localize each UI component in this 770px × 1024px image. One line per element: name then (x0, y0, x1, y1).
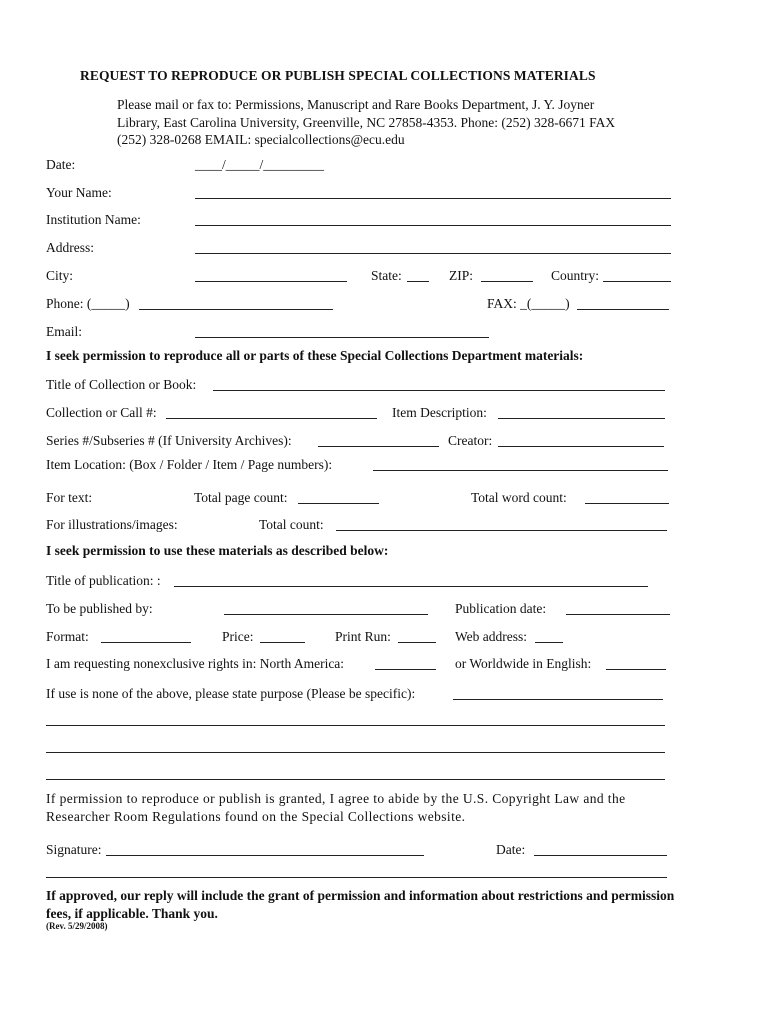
state-label: State: (371, 268, 402, 283)
country-label: Country: (551, 268, 600, 283)
fax-field[interactable] (577, 309, 669, 310)
for-text-label: For text: (46, 490, 93, 505)
published-by-label: To be published by: (46, 601, 153, 616)
section1-heading: I seek permission to reproduce all or parts of these Special Collections Department materials: (46, 348, 584, 363)
signature-date-field[interactable] (534, 855, 667, 856)
mailing-instructions: Please mail or fax to: Permissions, Manuscript and Rare Books Department, J. Y. Joyner Library, East Carolina University, Greenville, NC 27858-4353. Phone: (252) 328-6671 FAX (252) 328-0268 EMAIL: specialcollections@ecu.edu (117, 97, 616, 147)
price-label: Price: (222, 629, 254, 644)
web-address-label: Web address: (455, 629, 528, 644)
collection-title-field[interactable] (213, 390, 665, 391)
creator-field[interactable] (498, 446, 664, 447)
copyright-agreement: If permission to reproduce or publish is granted, I agree to abide by the U.S. Copyright Law and the Researcher Room Regulations found on the Special Collections website. (46, 791, 626, 824)
call-number-label: Collection or Call #: (46, 405, 157, 420)
published-by-field[interactable] (224, 614, 428, 615)
collection-title-label: Title of Collection or Book: (46, 377, 197, 392)
total-count-label: Total count: (259, 517, 324, 532)
north-america-field[interactable] (375, 669, 436, 670)
signature-field[interactable] (106, 855, 424, 856)
other-purpose-line[interactable] (46, 779, 665, 780)
address-field[interactable] (195, 253, 671, 254)
name-label: Your Name: (46, 185, 112, 200)
other-purpose-label: If use is none of the above, please state purpose (Please be specific): (46, 686, 416, 701)
print-run-label: Print Run: (335, 629, 391, 644)
phone-label: Phone: (_____) (46, 296, 130, 311)
email-label: Email: (46, 324, 82, 339)
signature-date-label: Date: (496, 842, 526, 857)
section2-heading: I seek permission to use these materials as described below: (46, 543, 389, 558)
approval-note: If approved, our reply will include the grant of permission and information about restrictions and permission fees, if applicable. Thank you. (46, 888, 675, 921)
date-label: Date: (46, 157, 76, 172)
publication-date-label: Publication date: (455, 601, 547, 616)
page-count-label: Total page count: (194, 490, 288, 505)
phone-field[interactable] (139, 309, 333, 310)
revision-date: (Rev. 5/29/2008) (46, 921, 108, 931)
creator-label: Creator: (448, 433, 493, 448)
item-location-field[interactable] (373, 470, 668, 471)
divider (46, 877, 667, 878)
call-number-field[interactable] (166, 418, 377, 419)
worldwide-field[interactable] (606, 669, 666, 670)
series-label: Series #/Subseries # (If University Archives): (46, 433, 292, 448)
illustrations-label: For illustrations/images: (46, 517, 178, 532)
signature-label: Signature: (46, 842, 102, 857)
item-description-field[interactable] (498, 418, 665, 419)
institution-field[interactable] (195, 225, 671, 226)
other-purpose-line[interactable] (46, 752, 665, 753)
publication-title-field[interactable] (174, 586, 648, 587)
other-purpose-line[interactable] (46, 725, 665, 726)
zip-label: ZIP: (449, 268, 474, 283)
worldwide-label: or Worldwide in English: (455, 656, 592, 671)
price-field[interactable] (260, 642, 305, 643)
rights-label: I am requesting nonexclusive rights in: North America: (46, 656, 345, 671)
total-count-field[interactable] (336, 530, 667, 531)
publication-date-field[interactable] (566, 614, 670, 615)
address-label: Address: (46, 240, 94, 255)
city-field[interactable] (195, 281, 347, 282)
fax-label: FAX: _(_____) (487, 296, 570, 311)
word-count-field[interactable] (585, 503, 669, 504)
print-run-field[interactable] (398, 642, 436, 643)
date-field[interactable]: ____/_____/_________ (195, 157, 325, 172)
format-label: Format: (46, 629, 89, 644)
web-address-field[interactable] (535, 642, 563, 643)
item-location-label: Item Location: (Box / Folder / Item / Page numbers): (46, 457, 333, 472)
page-title: REQUEST TO REPRODUCE OR PUBLISH SPECIAL COLLECTIONS MATERIALS (80, 68, 596, 83)
page-count-field[interactable] (298, 503, 379, 504)
series-field[interactable] (318, 446, 439, 447)
word-count-label: Total word count: (471, 490, 567, 505)
email-field[interactable] (195, 337, 489, 338)
name-field[interactable] (195, 198, 671, 199)
other-purpose-field[interactable] (453, 699, 663, 700)
publication-title-label: Title of publication: : (46, 573, 161, 588)
format-field[interactable] (101, 642, 191, 643)
item-description-label: Item Description: (392, 405, 487, 420)
country-field[interactable] (603, 281, 671, 282)
institution-label: Institution Name: (46, 212, 141, 227)
city-label: City: (46, 268, 74, 283)
zip-field[interactable] (481, 281, 533, 282)
state-field[interactable] (407, 281, 429, 282)
